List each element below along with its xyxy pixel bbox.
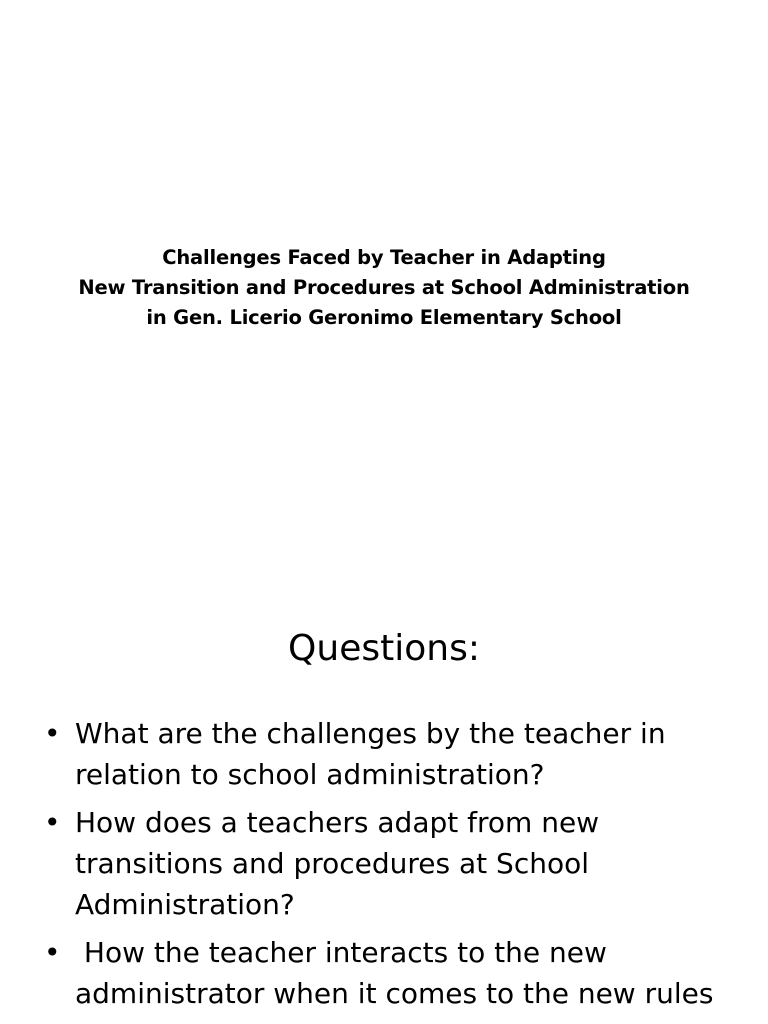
- bullet-icon: •: [44, 806, 61, 839]
- question-text-1: What are the challenges by the teacher in relation to school administration?: [75, 717, 675, 791]
- question-text-3: How the teacher interacts to the new administrator when it comes to the new rules: [75, 936, 714, 1010]
- questions-list: [44, 713, 744, 1021]
- bullet-icon: •: [44, 717, 61, 750]
- question-text-2: How does a teachers adapt from new transitions and procedures at School Administration?: [75, 806, 608, 921]
- title-line-2: New Transition and Procedures at School Administration: [78, 276, 690, 299]
- title-line-3: in Gen. Licerio Geronimo Elementary School: [146, 306, 622, 329]
- bullet-icon: •: [44, 936, 61, 969]
- list-item: [44, 713, 744, 795]
- questions-slide: [0, 576, 768, 1024]
- list-item: [44, 932, 744, 1014]
- list-item: [44, 802, 744, 925]
- title-line-1: Challenges Faced by Teacher in Adapting: [162, 246, 606, 269]
- slide-title: [0, 243, 768, 333]
- questions-heading: Questions:: [288, 628, 480, 669]
